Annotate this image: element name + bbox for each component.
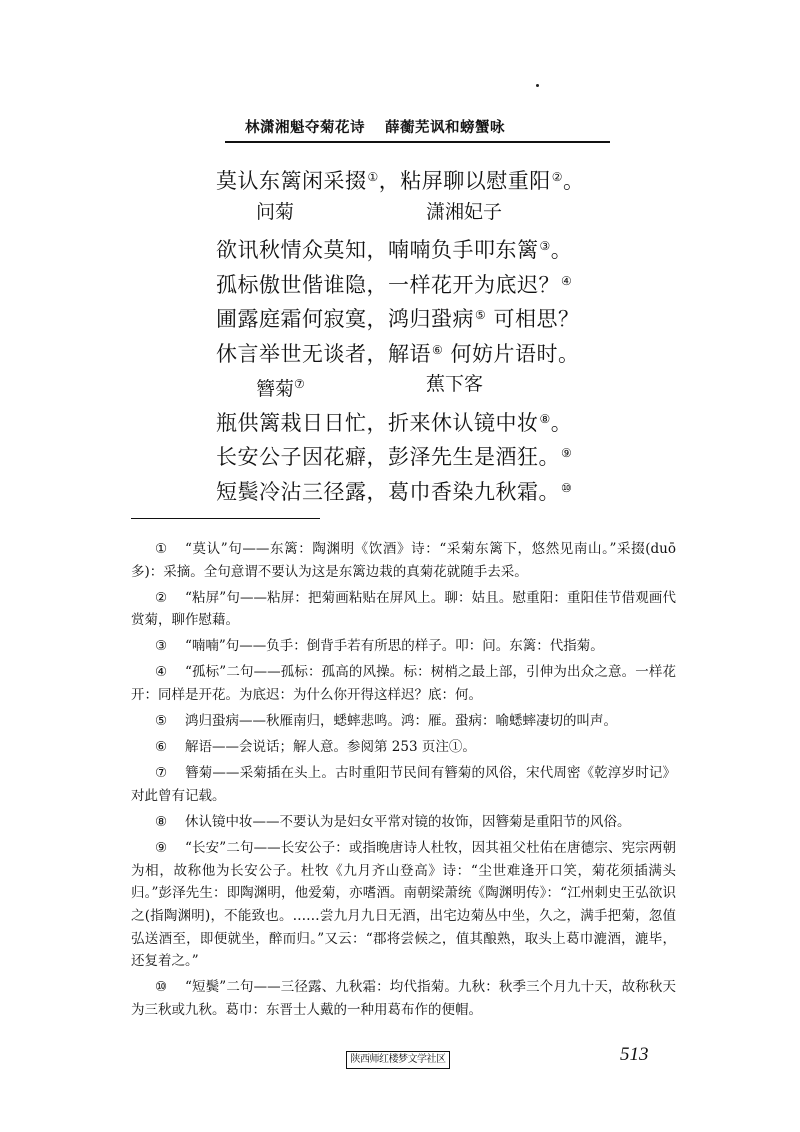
footnote [131, 837, 676, 973]
header-rule [225, 141, 610, 143]
note-marker[interactable]: ⑩ [561, 480, 573, 495]
poem-author: 蕉下客 [426, 373, 484, 395]
poem-line: 瓶供篱栽日日忙，折来休认镜中妆⑧。 [216, 410, 573, 435]
footnote-rule [131, 518, 320, 519]
note-marker[interactable]: ⑤ [475, 308, 487, 322]
note-marker[interactable]: ② [551, 170, 564, 184]
footnote [131, 736, 676, 759]
footnote-text: “孤标”二句——孤标：孤高的风操。标：树梢之最上部，引伸为出众之意。一样花开：同样是开花。为底迟：为什么你开得这样迟？底：何。 [131, 664, 676, 704]
footnote-number: ④ [155, 664, 168, 681]
note-marker[interactable]: ① [367, 170, 379, 184]
footnote [131, 710, 676, 733]
footnote-number: ⑥ [155, 739, 168, 756]
footnote-text: 休认镜中妆——不要认为是妇女平常对镜的妆饰，因簪菊是重阳节的风俗。 [185, 814, 631, 831]
footnote-text: 簪菊——采菊插在头上。古时重阳节民间有簪菊的风俗，宋代周密《乾淳岁时记》对此曾有记载。 [131, 765, 676, 804]
footnote-text: 鸿归蛩病——秋雁南归，蟋蟀悲鸣。鸿：雁。蛩病：喻蟋蟀凄切的叫声。 [185, 713, 617, 730]
running-header [245, 116, 605, 137]
header-chapter-right: 薛蘅芜讽和螃蟹咏 [385, 119, 505, 136]
footnote-number: ① [155, 541, 168, 557]
note-marker[interactable]: ⑧ [539, 411, 551, 426]
poem-line: 欲讯秋情众莫知，喃喃负手叩东篱③。 [216, 238, 573, 262]
poem-title: 簪菊⑦ [256, 377, 305, 400]
footnote [131, 976, 676, 1021]
footnote [131, 538, 676, 583]
footnote-number: ⑩ [155, 979, 168, 996]
note-marker[interactable]: ⑨ [561, 446, 573, 460]
poem-line: 莫认东篱闲采掇①，粘屏聊以慰重阳②。 [216, 169, 585, 193]
page-number: 513 [620, 1044, 649, 1065]
poem-line: 孤标傲世偕谁隐，一样花开为底迟？④ [216, 272, 573, 297]
footnote-text: “粘屏”句——粘屏：把菊画粘贴在屏风上。聊：姑且。慰重阳：重阳佳节借观画代赏菊，聊作慰藉。 [131, 589, 676, 629]
footnotes [131, 538, 676, 1025]
note-marker[interactable]: ⑥ [432, 342, 444, 357]
footnote-number: ③ [155, 638, 168, 655]
footnote-text: “喃喃”句——负手：倒背手若有所思的样子。叩：问。东篱：代指菊。 [185, 638, 604, 655]
poem-title: 问菊 [256, 200, 295, 223]
poem-line: 圃露庭霜何寂寞，鸿归蛩病⑤ 可相思？ [216, 307, 580, 331]
poem-title-row [216, 195, 636, 230]
note-marker[interactable]: ③ [539, 239, 551, 253]
note-marker[interactable]: ④ [561, 273, 573, 288]
poem-block [216, 160, 636, 505]
header-chapter-left: 林潇湘魁夺菊花诗 [245, 119, 365, 136]
poem-author: 潇湘妃子 [426, 200, 503, 223]
footnote-text: “长安”二句——长安公子：或指晚唐诗人杜牧，因其祖父杜佑在唐德宗、宪宗两朝为相，故称他为长安公子。杜牧《九月齐山登高》诗：“尘世难逢开口笑，菊花须插满头归。”彭泽先生：即陶渊明，他爱菊，亦嗜酒。南朝梁萧统《陶渊明传》：“江州刺史王弘欲识之(指陶渊明)，不能致也。……尝九月九日无酒，出宅边菊丛中坐，久之，满手把菊，忽值弘送酒至，即便就坐，醉而归。”又云：“郡将尝候之，值其酿熟，取头上葛巾漉酒，漉毕，还复着之。” [131, 840, 676, 970]
footnote-number: ⑧ [155, 814, 168, 831]
poem-line: 短鬓冷沾三径露，葛巾香染九秋霜。⑩ [216, 479, 573, 504]
poem-line: 长安公子因花癖，彭泽先生是酒狂。⑨ [216, 445, 573, 469]
footnote-number: ⑨ [155, 840, 168, 857]
footnote-text: 解语——会说话；解人意。参阅第 253 页注①。 [185, 739, 476, 756]
footnote-number: ② [155, 589, 168, 606]
footnote [131, 661, 676, 706]
poem-title-row [216, 367, 636, 402]
footnote-text: “短鬓”二句——三径露、九秋霜：均代指菊。九秋：秋季三个月九十天，故称秋天为三秋或九秋。葛巾：东晋士人戴的一种用葛布作的便帽。 [131, 979, 676, 1018]
footnote [131, 811, 676, 834]
footnote-text: “莫认”句——东篱：陶渊明《饮酒》诗：“采菊东篱下，悠然见南山。”采掇(duō 多)：采摘。全句意谓不要认为这是东篱边栽的真菊花就随手去采。 [131, 541, 676, 580]
footnote [131, 635, 676, 658]
poem-line: 休言举世无谈者，解语⑥ 何妨片语时。 [216, 341, 580, 366]
source-stamp: 陕西师红楼梦文学社区 [346, 1051, 450, 1069]
footnote [131, 762, 676, 807]
footnote-number: ⑤ [155, 713, 168, 730]
footnote-number: ⑦ [155, 765, 168, 782]
note-marker[interactable]: ⑦ [294, 377, 305, 391]
footnote [131, 587, 676, 632]
ink-speck [536, 84, 539, 87]
